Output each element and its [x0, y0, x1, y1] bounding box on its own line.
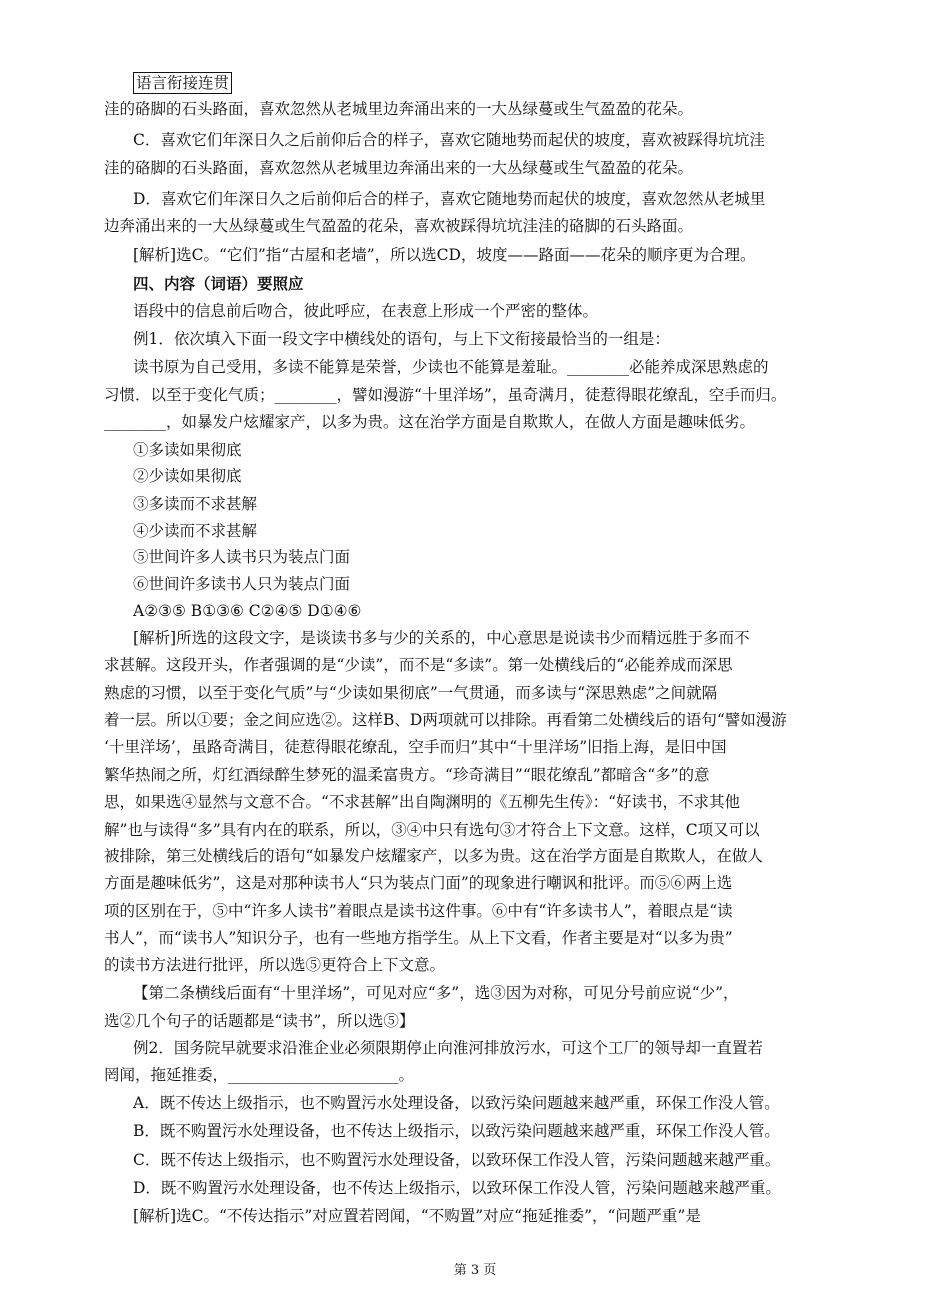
text-line: [解析]选C。“它们”指“古屋和老墙”，所以选CD，坡度——路面——花朵的顺序更为合理。: [133, 246, 756, 264]
text-line: ‘十里洋场’，虽路奇满目，徒惹得眼花缭乱，空手而归”其中“十里洋场”旧指上海，是旧中国: [104, 738, 727, 756]
text-line: 繁华热闹之所，灯红酒绿醉生梦死的温柔富贵方。“珍奇满目”“眼花缭乱”都暗含“多”的意: [104, 766, 710, 784]
text-line: [解析]所选的这段文字，是谈读书多与少的关系的，中心意思是说读书少而精远胜于多而不: [133, 629, 750, 647]
text-line: ⑥世间许多读书人只为装点门面: [133, 575, 351, 593]
text-line: 例2．国务院早就要求沿淮企业必须限期停止向淮河排放污水，可这个工厂的领导却一直置若: [133, 1039, 763, 1057]
text-line: 罔闻，拖延推委，______________________。: [104, 1066, 415, 1084]
text-line: 选②几个句子的话题都是“读书”，所以选⑤】: [104, 1012, 415, 1030]
text-line: 项的区别在于，⑤中“许多人读书”着眼点是读书这件事。⑥中有“许多读书人”，着眼点是“读: [104, 902, 733, 920]
text-line: 被排除，第三处横线后的语句“如暴发户炫耀家产，以多为贵。这在治学方面是自欺欺人，在做人: [104, 847, 763, 865]
text-line: D．既不购置污水处理设备，也不传达上级指示，以致环保工作没人管，污染问题越来越严重。: [133, 1179, 781, 1197]
text-line: 【第二条横线后面有“十里洋场”，可见对应“多”，选③因为对称，可见分号前应说“少”，: [133, 984, 739, 1002]
text-line: 的读书方法进行批评，所以选⑤更符合上下文意。: [104, 956, 446, 974]
text-line: 语段中的信息前后吻合，彼此呼应，在表意上形成一个严密的整体。: [133, 302, 599, 320]
section-tag-line: [133, 70, 864, 96]
text-line: ②少读如果彻底: [133, 467, 242, 485]
section-tag: 语言衔接连贯: [133, 72, 232, 94]
text-line: 边奔涌出来的一大丛绿蔓或生气盈盈的花朵，喜欢被踩得坑坑洼洼的硌脚的石头路面。: [104, 217, 694, 235]
text-line: 书人”，而“读书人”知识分子，也有一些地方指学生。从上下文看，作者主要是对“以多为贵”: [104, 929, 733, 947]
text-line: A②③⑤ B①③⑥ C②④⑤ D①④⑥: [133, 602, 362, 620]
text-line: D．喜欢它们年深日久之后前仰后合的样子，喜欢它随地势而起伏的坡度，喜欢忽然从老城里: [133, 190, 766, 208]
text-line: 求甚解。这段开头，作者强调的是“少读”，而不是“多读”。第一处横线后的“必能养成而深思: [104, 656, 733, 674]
text-line: 方面是趣味低劣”，这是对那种读书人“只为装点门面”的现象进行嘲讽和批评。而⑤⑥两上选: [104, 874, 733, 892]
section-heading: 四、内容（词语）要照应: [133, 274, 304, 293]
text-line: ⑤世间许多人读书只为装点门面: [133, 548, 351, 566]
page-number: 第 3 页: [453, 1263, 497, 1278]
text-line: C．既不传达上级指示，也不购置污水处理设备，以致环保工作没人管，污染问题越来越严重。: [133, 1151, 781, 1169]
text-line: 例1．依次填入下面一段文字中横线处的语句，与上下文衔接最恰当的一组是：: [133, 330, 670, 348]
text-line: [解析]选C。“不传达指示”对应置若罔闻，“不购置”对应“拖延推委”，“问题严重”是: [133, 1207, 701, 1225]
text-line: ①多读如果彻底: [133, 441, 242, 459]
text-line: 思，如果选④显然与文意不合。“不求甚解”出自陶渊明的《五柳先生传》：“好读书，不求其他: [104, 793, 741, 811]
text-line: ③多读而不求甚解: [133, 495, 258, 513]
text-line: C．喜欢它们年深日久之后前仰后合的样子，喜欢它随地势而起伏的坡度，喜欢被踩得坑坑洼: [133, 131, 765, 149]
text-line: ________，如暴发户炫耀家产，以多为贵。这在治学方面是自欺欺人，在做人方面是趣味低劣。: [104, 413, 756, 431]
text-line: 洼的硌脚的石头路面，喜欢忽然从老城里边奔涌出来的一大丛绿蔓或生气盈盈的花朵。: [104, 159, 694, 177]
text-line: 读书原为自己受用，多读不能算是荣誉，少读也不能算是羞耻。________必能养成深思熟虑的: [133, 358, 769, 376]
text-line: ④少读而不求甚解: [133, 522, 258, 540]
text-line: 熟虑的习惯，以至于变化气质”与“少读如果彻底”一气贯通，而多读与“深思熟虑”之间就隔: [104, 684, 718, 702]
text-line: 习惯．以至于变化气质；________，譬如漫游“十里洋场”，虽奇满月，徒惹得眼花缭乱，空手而归。: [104, 386, 787, 404]
text-line: 解”也与读得“多”具有内在的联系，所以，③④中只有选句③才符合上下文意。这样，C项又可以: [104, 821, 760, 839]
text-line: 着一层。所以①要；金之间应选②。这样B、D两项就可以排除。再看第二处横线后的语句“譬如漫游: [104, 711, 787, 729]
text-line: 洼的硌脚的石头路面，喜欢忽然从老城里边奔涌出来的一大丛绿蔓或生气盈盈的花朵。: [104, 100, 694, 118]
text-line: B．既不购置污水处理设备，也不传达上级指示，以致污染问题越来越严重，环保工作没人管。: [133, 1122, 780, 1140]
text-line: A．既不传达上级指示，也不购置污水处理设备，以致污染问题越来越严重，环保工作没人管。: [133, 1094, 780, 1112]
